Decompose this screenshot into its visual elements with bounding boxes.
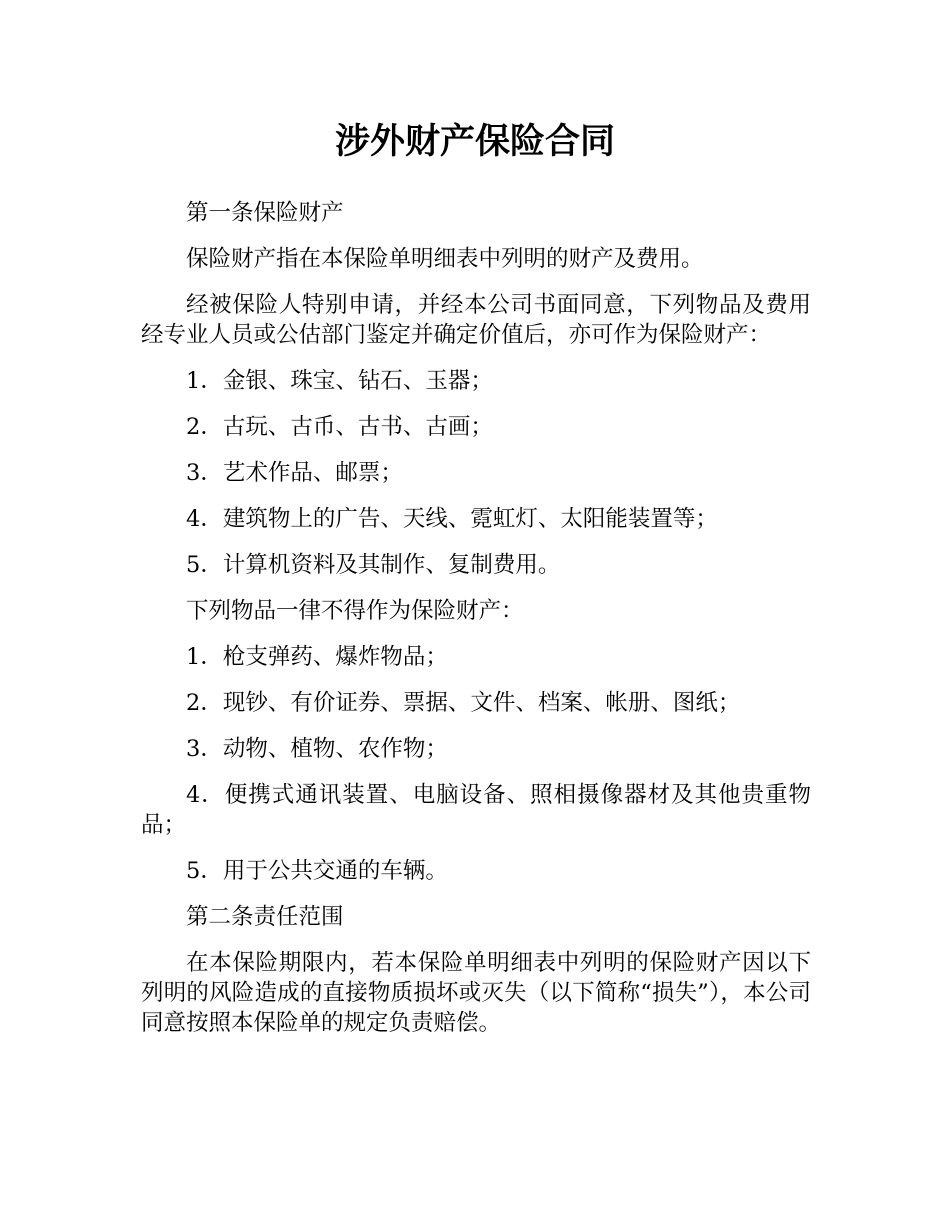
insured-property-definition: 保险财产指在本保险单明细表中列明的财产及费用。 — [186, 246, 704, 272]
list-item: 1．金银、珠宝、钻石、玉器； — [186, 368, 493, 394]
article-2-heading: 第二条责任范围 — [186, 904, 344, 930]
document-body — [141, 198, 811, 1054]
list-item: 2．古玩、古币、古书、古画； — [186, 414, 493, 440]
list-item: 5．用于公共交通的车辆。 — [186, 858, 448, 884]
list-item: 3．艺术作品、邮票； — [186, 460, 403, 486]
list-item: 1．枪支弹药、爆炸物品； — [186, 644, 448, 670]
article-1-heading: 第一条保险财产 — [186, 200, 344, 226]
list-item: 4．建筑物上的广告、天线、霓虹灯、太阳能装置等； — [186, 506, 718, 532]
list-item: 5．计算机资料及其制作、复制费用。 — [186, 552, 561, 578]
excluded-property-clause: 下列物品一律不得作为保险财产： — [186, 598, 524, 624]
document-title: 涉外财产保险合同 — [334, 122, 615, 162]
list-item: 4．便携式通讯装置、电脑设备、照相摄像器材及其他贵重物品； — [141, 782, 811, 838]
list-item: 3．动物、植物、农作物； — [186, 736, 448, 762]
list-item: 2．现钞、有价证券、票据、文件、档案、帐册、图纸； — [186, 690, 741, 716]
special-application-clause: 经被保险人特别申请，并经本公司书面同意，下列物品及费用经专业人员或公估部门鉴定并确定价值后，亦可作为保险财产： — [141, 292, 811, 348]
liability-scope-clause: 在本保险期限内，若本保险单明细表中列明的保险财产因以下列明的风险造成的直接物质损坏或灭失（以下简称“损失”），本公司同意按照本保险单的规定负责赔偿。 — [141, 950, 811, 1036]
